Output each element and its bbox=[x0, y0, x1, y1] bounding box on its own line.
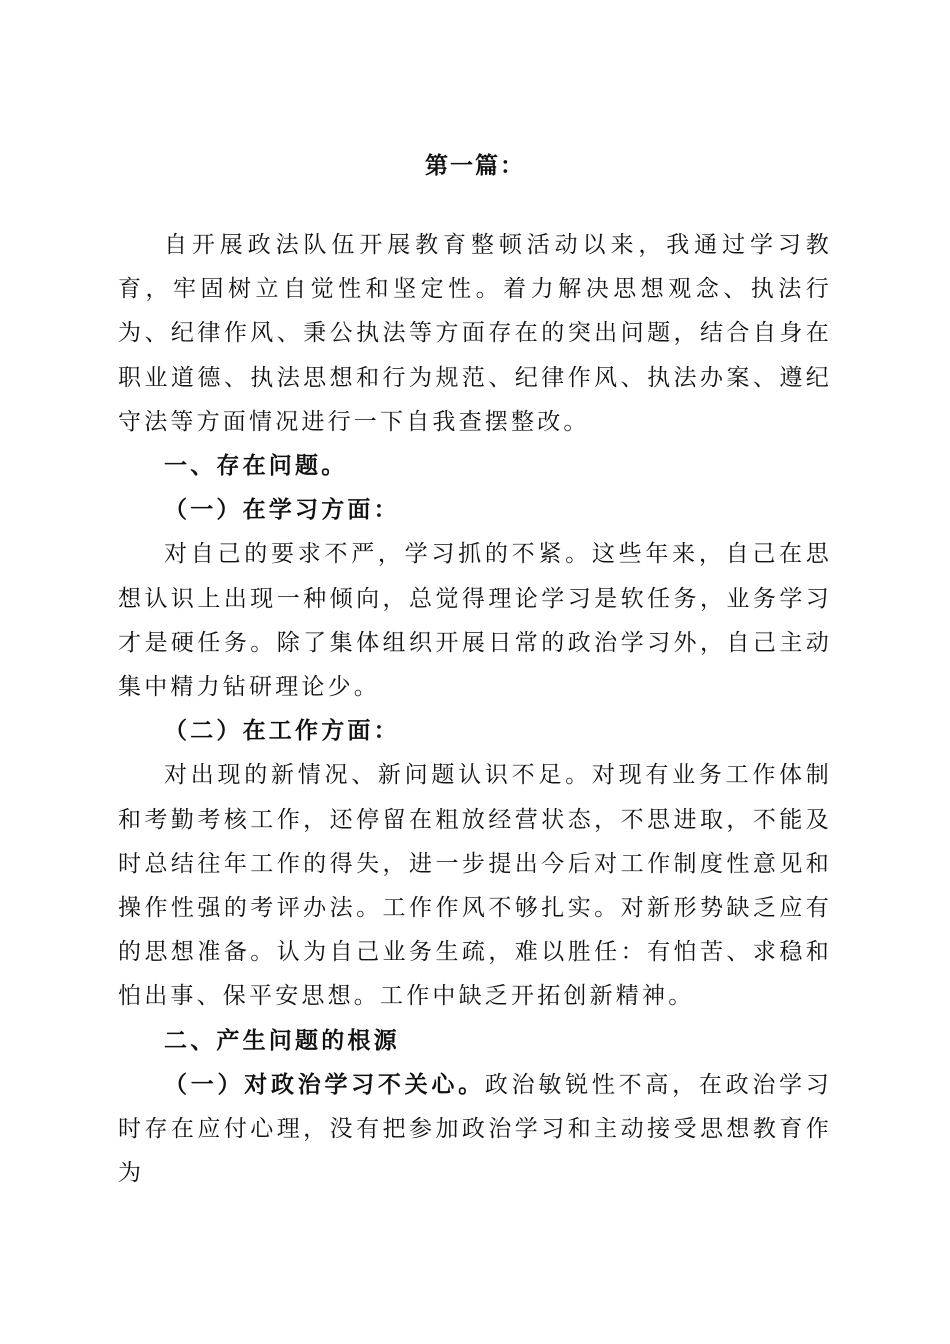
paragraph-work: 对出现的新情况、新问题认识不足。对现有业务工作体制和考勤考核工作，还停留在粗放经营状态，不思进取，不能及时总结往年工作的得失，进一步提出今后对工作制度性意见和操作性强的考评办法。工作作风不够扎实。对新形势缺乏应有的思想准备。认为自己业务生疏，难以胜任：有怕苦、求稳和怕出事、保平安思想。工作中缺乏开拓创新精神。 bbox=[118, 762, 832, 1010]
subheading-work: （二）在工作方面： bbox=[164, 717, 400, 745]
paragraph-political-study-text: 政治敏锐性不高，在政治学习时存在应付心理，没有把参加政治学习和主动接受思想教育作为 bbox=[118, 1071, 832, 1187]
section-heading-roots: 二、产生问题的根源 bbox=[164, 1026, 400, 1054]
paragraph-study: 对自己的要求不严，学习抓的不紧。这些年来，自己在思想认识上出现一种倾向，总觉得理论学习是软任务，业务学习才是硬任务。除了集体组织开展日常的政治学习外，自己主动集中精力钻研理论少。 bbox=[118, 541, 832, 701]
subheading-study: （一）在学习方面： bbox=[164, 496, 400, 524]
document-title: 第一篇： bbox=[425, 152, 525, 179]
subheading-political-study: （一）对政治学习不关心。 bbox=[164, 1070, 485, 1098]
intro-paragraph: 自开展政法队伍开展教育整顿活动以来，我通过学习教育，牢固树立自觉性和坚定性。着力解决思想观念、执法行为、纪律作风、秉公执法等方面存在的突出问题，结合自身在职业道德、执法思想和行为规范、纪律作风、执法办案、遵纪守法等方面情况进行一下自我查摆整改。 bbox=[118, 232, 832, 435]
paragraph-political-study bbox=[118, 1063, 832, 1196]
section-heading-problems: 一、存在问题。 bbox=[164, 452, 348, 480]
document-body bbox=[118, 223, 832, 1195]
